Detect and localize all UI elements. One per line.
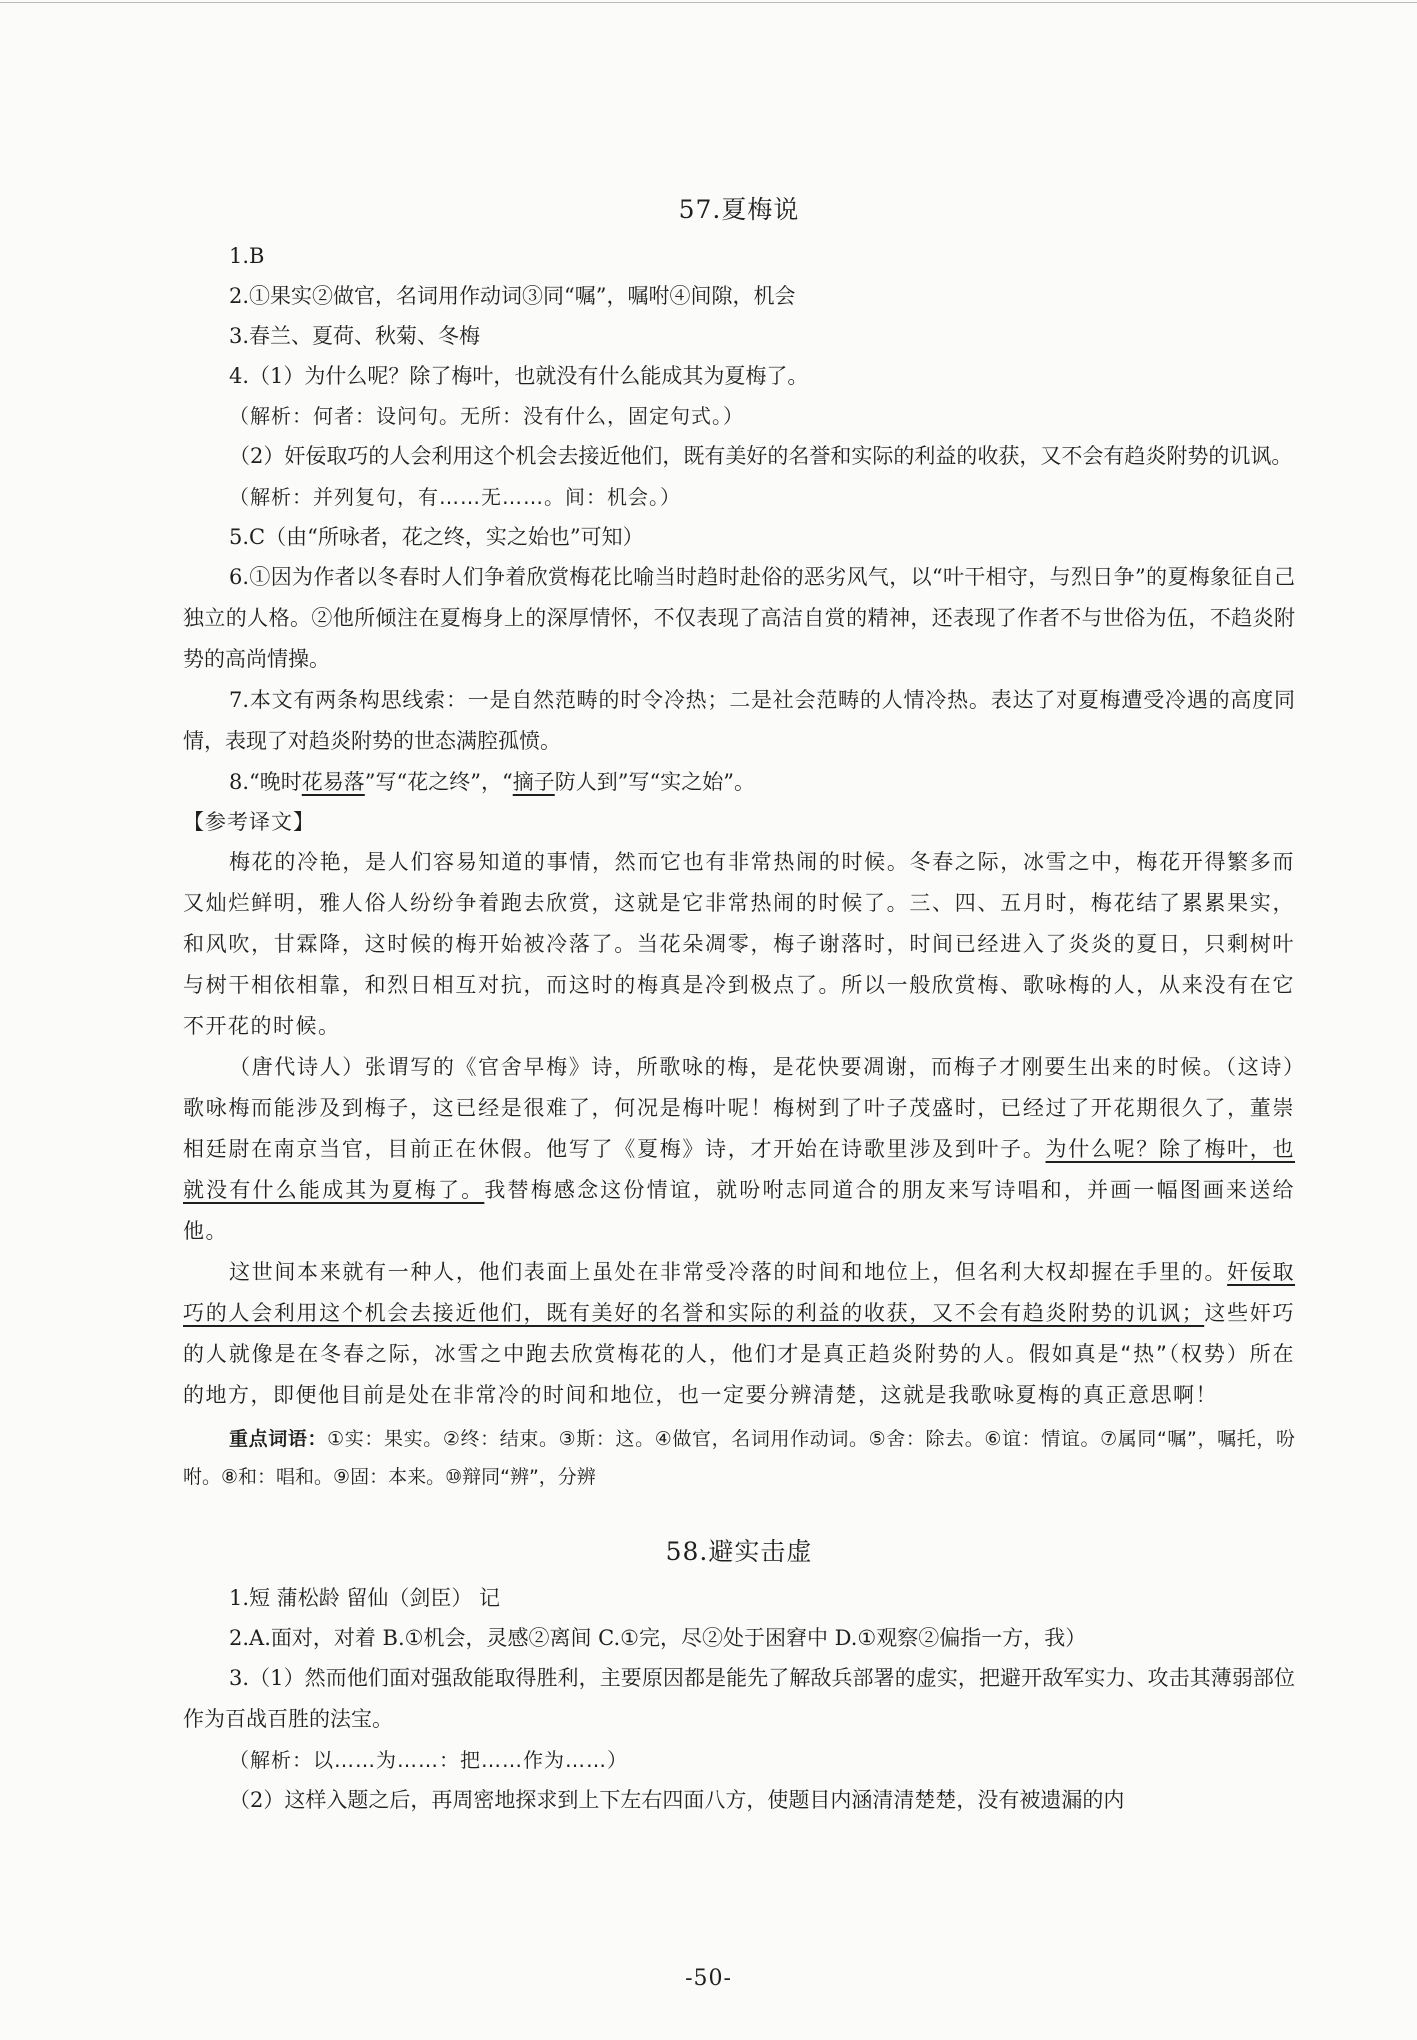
translation-2-underlined: 为什么呢？除了梅叶，也就没有什么能成其为夏梅了。 [183, 1137, 1296, 1202]
answer-6: 6.①因为作者以冬春时人们争着欣赏梅花比喻当时趋时赴俗的恶劣风气，以“叶干相守，与烈日争”的夏梅象征自己独立的人格。②他所倾注在夏梅身上的深厚情怀，不仅表现了高洁自赏的精神，还表现了作者不与世俗为伍，不趋炎附势的高尚情操。 [183, 565, 1295, 671]
key-words-text: ①实：果实。②终：结束。③斯：这。④做官，名词用作动词。⑤舍：除去。⑥谊：情谊。⑦属同“嘱”，嘱托，吩咐。⑧和：唱和。⑨固：本来。⑩辩同“辨”，分辨 [183, 1428, 1295, 1488]
answer-4-2-note: （解析：并列复句，有……无……。间：机会。） [229, 485, 681, 509]
answer-5: 5.C（由“所咏者，花之终，实之始也”可知） [229, 525, 644, 549]
top-border-line [0, 2, 1417, 3]
translation-paragraph-1: 梅花的冷艳，是人们容易知道的事情，然而它也有非常热闹的时候。冬春之际，冰雪之中，梅花开得繁多而又灿烂鲜明，雅人俗人纷纷争着跑去欣赏，这就是它非常热闹的时候了。三、四、五月时，梅花结了累累果实，和风吹，甘霖降，这时候的梅开始被冷落了。当花朵凋零，梅子谢落时，时间已经进入了炎炎的夏日，只剩树叶与树干相依相靠，和烈日相互对抗，而这时的梅真是冷到极点了。所以一般欣赏梅、歌咏梅的人，从来没有在它不开花的时候。 [183, 850, 1295, 1038]
translation-3-part2: 这些奸巧的人就像是在冬春之际，冰雪之中跑去欣赏梅花的人，他们才是真正趋炎附势的人。假如真是“热”（权势）所在的地方，即便他目前是处在非常冷的时间和地位，也一定要分辨清楚，这就是我歌咏夏梅的真正意思啊！ [183, 1301, 1296, 1407]
key-words-label: 重点词语： [229, 1428, 328, 1450]
s58-answer-3-1-note: （解析：以……为……：把……作为……） [229, 1748, 628, 1772]
s58-answer-2: 2.A.面对，对着 B.①机会，灵感②离间 C.①完，尽②处于困窘中 D.①观察②偏指一方，我） [229, 1626, 1087, 1650]
answer-8-part2: ”写“花之终”，“ [364, 770, 513, 794]
key-words [183, 1420, 1295, 1496]
translation-paragraph-3 [183, 1252, 1295, 1416]
answer-8-underline-1: 花易落 [301, 770, 365, 794]
answer-8-part1: 8.“晚时 [229, 770, 302, 794]
section-57-title: 57.夏梅说 [678, 195, 800, 224]
answer-2: 2.①果实②做官，名词用作动词③同“嘱”，嘱咐④间隙，机会 [229, 284, 796, 308]
answer-4-2: （2）奸佞取巧的人会利用这个机会去接近他们，既有美好的名誉和实际的利益的收获，又不会有趋炎附势的讥讽。 [229, 444, 1293, 468]
section-58-title: 58.避实击虚 [665, 1537, 813, 1566]
page-number: -50- [685, 1966, 732, 1991]
answer-7: 7.本文有两条构思线索：一是自然范畴的时令冷热；二是社会范畴的人情冷热。表达了对夏梅遭受冷遇的高度同情，表现了对趋炎附势的世态满腔孤愤。 [183, 688, 1295, 753]
answer-8-part3: 防人到”写“实之始”。 [554, 770, 755, 794]
translation-2-part1: （唐代诗人）张谓写的《官舍早梅》诗，所歌咏的梅，是花快要凋谢，而梅子才刚要生出来的时候。（这诗）歌咏梅而能涉及到梅子，这已经是很难了，何况是梅叶呢！梅树到了叶子茂盛时，已经过了开花期很久了，董崇相廷尉在南京当官，目前正在休假。他写了《夏梅》诗，才开始在诗歌里涉及到叶子。 [183, 1055, 1295, 1161]
s58-answer-1: 1.短 蒲松龄 留仙（剑臣） 记 [229, 1586, 501, 1610]
translation-paragraph-2 [183, 1047, 1295, 1252]
answer-3: 3.春兰、夏荷、秋菊、冬梅 [229, 324, 481, 348]
translation-3-underlined: 奸佞取巧的人会利用这个机会去接近他们，既有美好的名誉和实际的利益的收获，又不会有趋炎附势的讥讽； [183, 1260, 1296, 1325]
document-page [183, 190, 1295, 1820]
s58-answer-3-2: （2）这样入题之后，再周密地探求到上下左右四面八方，使题目内涵清清楚楚，没有被遗漏的内 [229, 1788, 1125, 1812]
answer-4-1-note: （解析：何者：设问句。无所：没有什么，固定句式。） [229, 404, 744, 428]
answer-8 [183, 762, 1295, 802]
translation-2-part2: 我替梅感念这份情谊，就吩咐志同道合的朋友来写诗唱和，并画一幅图画来送给他。 [183, 1178, 1296, 1243]
reference-translation-label: 【参考译文】 [183, 810, 315, 834]
answer-4-1: 4.（1）为什么呢？除了梅叶，也就没有什么能成其为夏梅了。 [229, 364, 809, 388]
translation-3-part1: 这世间本来就有一种人，他们表面上虽处在非常受冷落的时间和地位上，但名利大权却握在手里的。 [229, 1260, 1228, 1284]
answer-1: 1.B [229, 244, 265, 268]
s58-answer-3-1: 3.（1）然而他们面对强敌能取得胜利，主要原因都是能先了解敌兵部署的虚实，把避开敌军实力、攻击其薄弱部位作为百战百胜的法宝。 [183, 1666, 1295, 1731]
answer-8-underline-2: 摘子 [512, 770, 555, 794]
